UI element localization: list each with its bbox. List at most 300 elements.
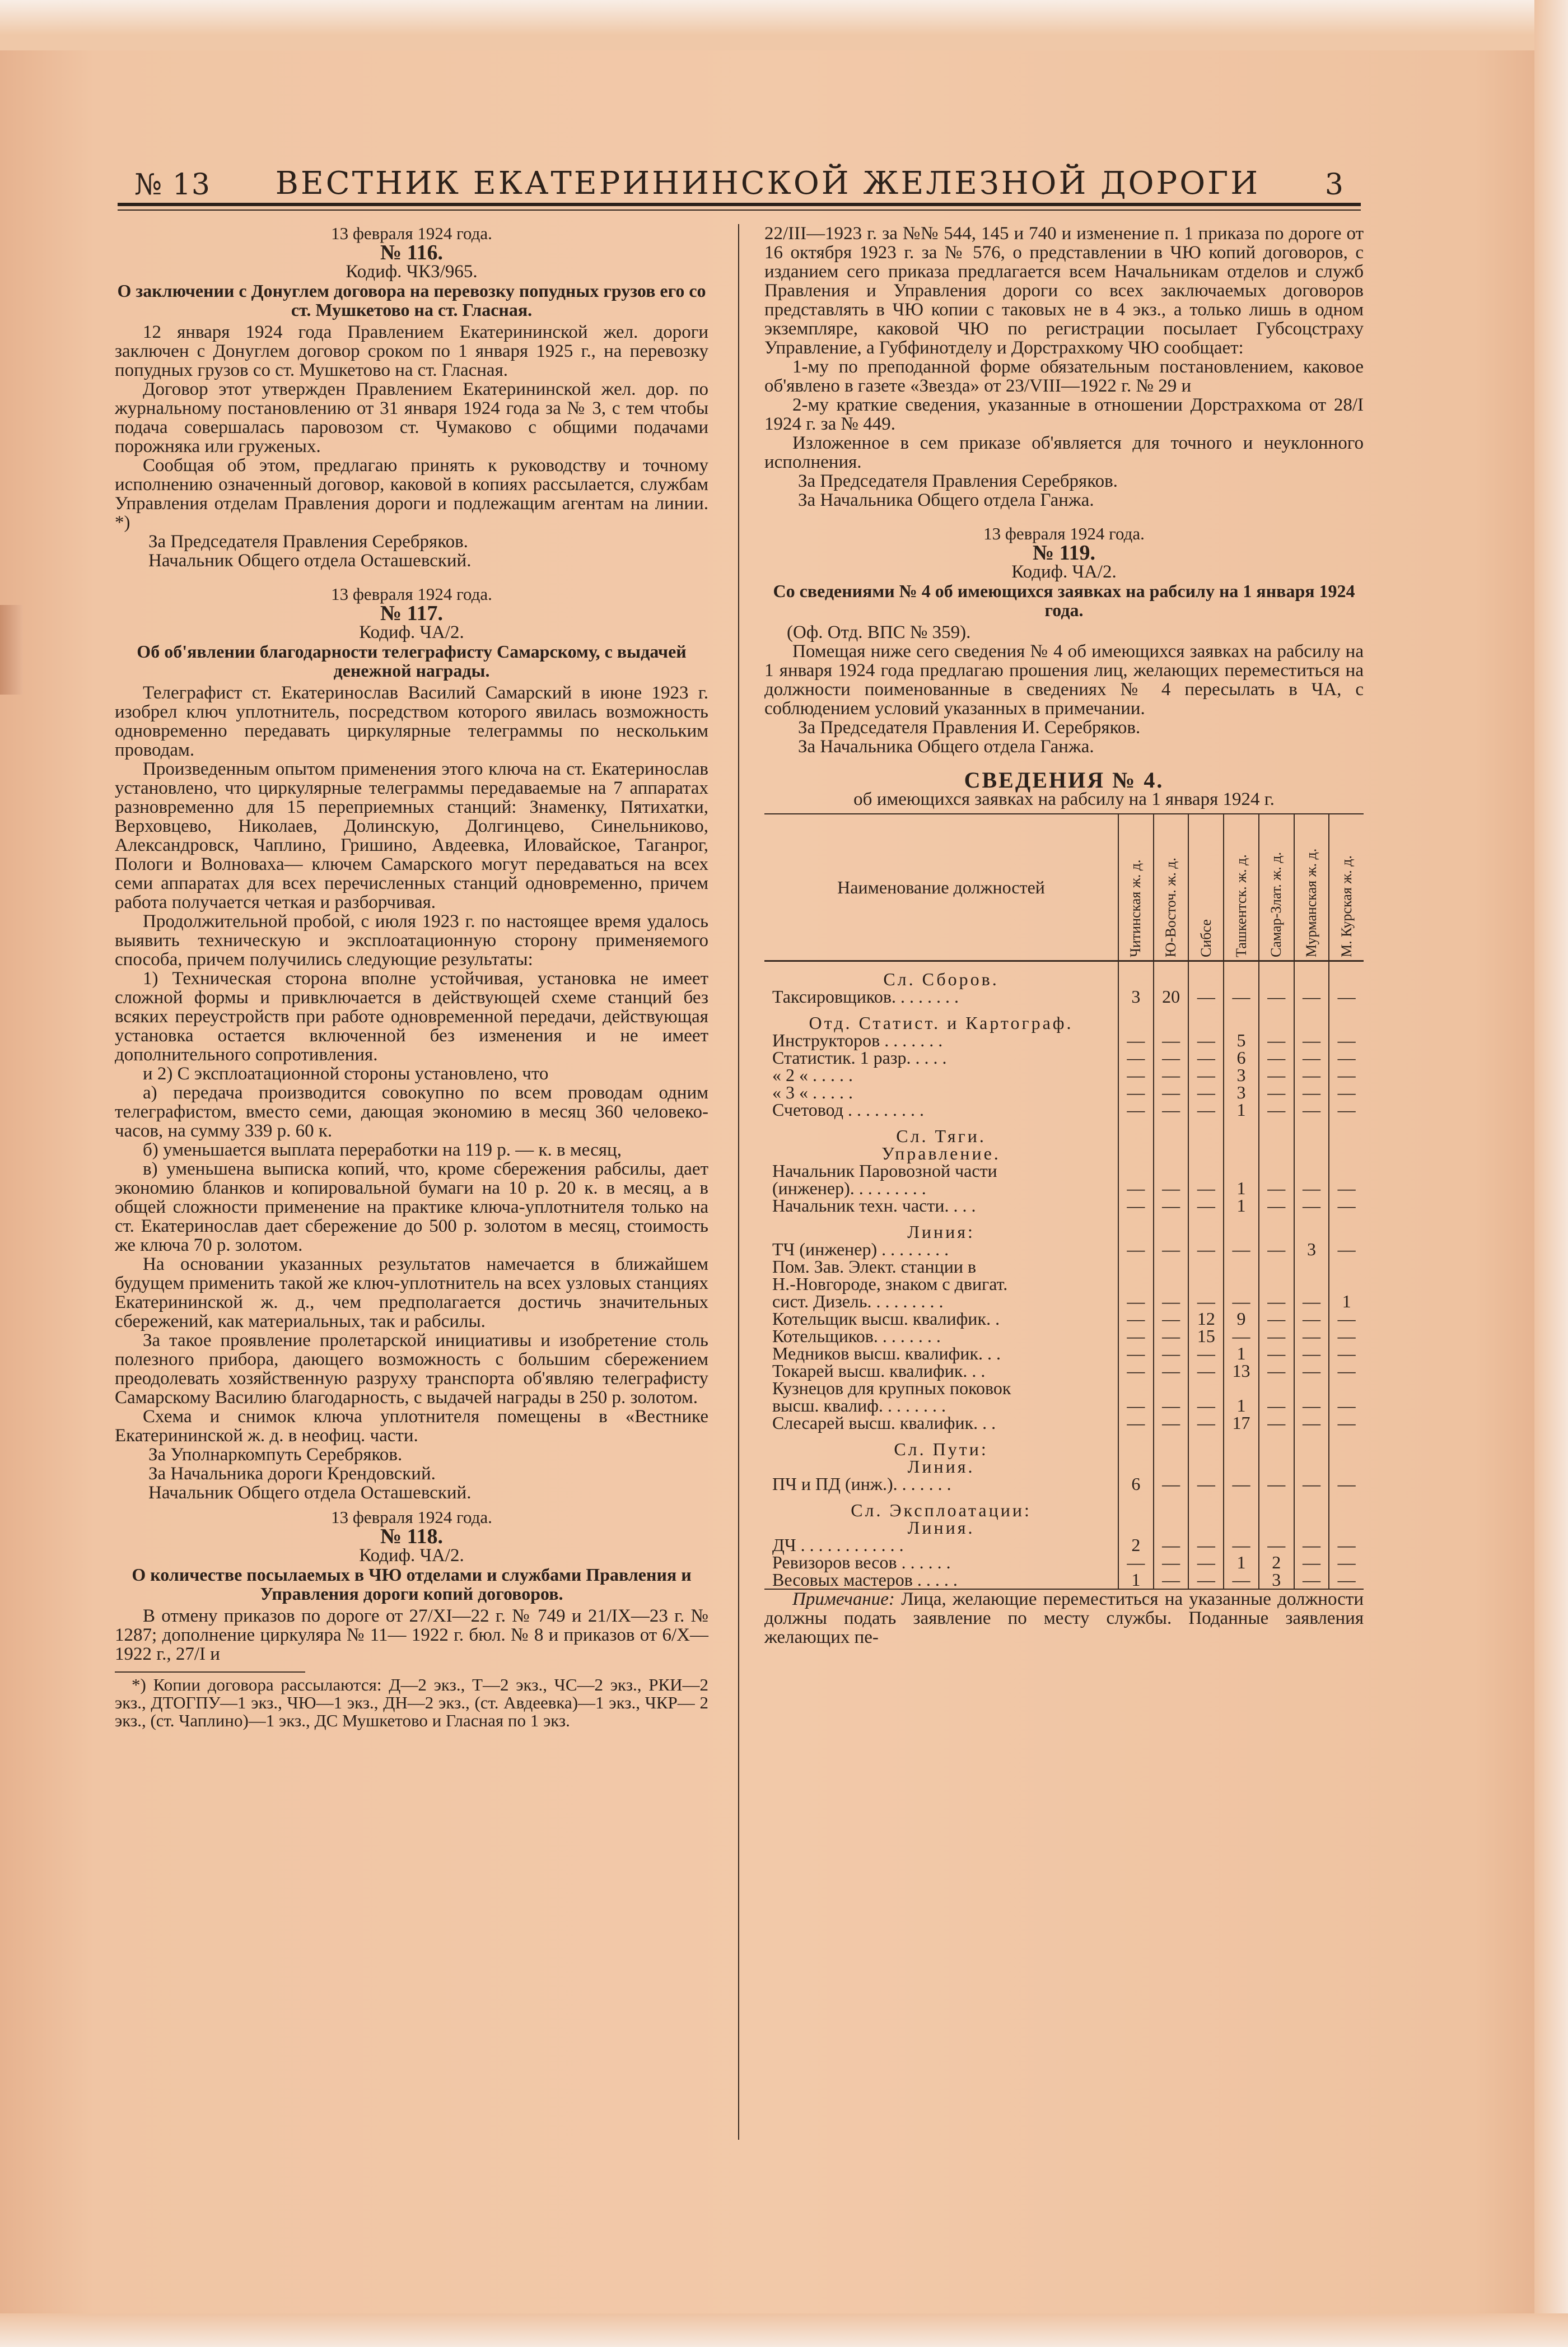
table-section-label: Сл. Сборов. [883,969,999,989]
table-cell: — [1118,1397,1154,1414]
table-row [764,1414,1364,1432]
table-cell [1188,1258,1224,1275]
table-cell: — [1188,1345,1224,1362]
table-cell: — [1224,1475,1259,1493]
table-title: СВЕДЕНИЯ № 4. [964,767,1164,793]
table-cell [1329,1145,1364,1162]
column-header-label: М. Курская ж. д. [1338,855,1355,957]
table-cell [1294,1493,1329,1519]
table-cell: — [1294,1328,1329,1345]
table-cell: — [1224,988,1259,1005]
right-column [764,224,1364,1647]
table-cell: — [1118,1328,1154,1345]
table-cell [1224,1432,1259,1458]
table-row [764,1571,1364,1589]
table-cell: — [1259,1414,1294,1432]
table-cell: — [1118,1101,1154,1119]
table-cell [1224,1275,1259,1293]
table-cell: 2 [1259,1554,1294,1571]
table-cell [1154,1214,1189,1241]
table-cell [1154,1005,1189,1032]
column-header-railway [1294,814,1329,961]
table-cell [1154,1432,1189,1458]
table-cell: — [1294,1536,1329,1554]
column-header-railway [1118,814,1154,961]
table-note-text: Лица, желающие переместиться на указанные должности должны подать заявление по месту службы. Поданные заявления желающих пе- [764,1589,1364,1647]
table-section-row [764,1005,1364,1032]
table-cell: — [1329,1397,1364,1414]
table-cell: — [1329,1536,1364,1554]
table-cell: — [1329,1101,1364,1119]
table-cell [1224,1145,1259,1162]
table-cell: — [1154,1049,1189,1067]
order-117-paragraph: в) уменьшена выписка копий, что, кроме сбережения рабсилы, дает экономию бланков и копировальной бумаги на 10 р. 20 к. в месяц, а в общей сложности применение на практике ключа-уплотнителя только на ст. Екатеринослав дает сбережение до 500 р. золотом в месяц, стоимость же ключа 70 р. золотом. [115,1159,708,1255]
order-117-heading: Об об'явлении благодарности телеграфисту Самарскому, с выдачей денежной награды. [137,641,687,681]
table-cell: — [1154,1241,1189,1258]
table-cell [1259,1119,1294,1145]
table-cell: — [1154,1293,1189,1310]
order-117-paragraph: На основании указанных результатов намечается в ближайшем будущем применить такой же ключ-уплотнитель на всех узловых станциях Екатерининской ж. д., чем предполагается достичь значительных сбережений, как материальных, так и рабсилы. [115,1254,708,1331]
table-cell [1224,1380,1259,1397]
table-row [764,1032,1364,1049]
table-row [764,1536,1364,1554]
row-position-name: Котельщиков. . . . . . . . [772,1326,941,1346]
table-cell [1259,1458,1294,1475]
order-119-date: 13 февраля 1924 года. [983,524,1145,543]
table-cell: — [1259,1032,1294,1049]
order-117-signature: Начальник Общего отдела Осташевский. [148,1483,472,1503]
table-cell: — [1259,1310,1294,1328]
order-116-kodif: Кодиф. ЧКЗ/965. [346,262,478,282]
table-cell: — [1154,1475,1189,1493]
order-117-paragraph: 1) Техническая сторона вполне устойчивая, установка не имеет сложной формы и привключается в действующей схеме станций без всяких переустройств при работе одновременной передачи, действующая установка остается включенной без изменения и не имеет дополнительного сопротивления. [115,968,708,1065]
table-cell: — [1154,1554,1189,1571]
table-cell: 13 [1224,1362,1259,1380]
order-118-date: 13 февраля 1924 года. [331,1507,492,1527]
table-cell: — [1154,1101,1189,1119]
vacancy-table [764,813,1364,1590]
table-cell [1224,1005,1259,1032]
table-row [764,1049,1364,1067]
table-cell [1294,1432,1329,1458]
table-cell [1154,1258,1189,1275]
table-cell: — [1118,1197,1154,1214]
page-number: 3 [1324,168,1344,202]
table-cell: — [1294,1475,1329,1493]
table-cell: 1 [1224,1554,1259,1571]
page-right-edge [1534,0,1568,2347]
table-cell: — [1294,1180,1329,1197]
order-117-number: № 117. [380,602,444,625]
table-cell: — [1294,1310,1329,1328]
table-cell [1294,1005,1329,1032]
order-119-signature: За Начальника Общего отдела Ганжа. [798,737,1094,757]
table-row [764,1554,1364,1571]
table-cell [1259,1275,1294,1293]
table-cell [1118,1214,1154,1241]
table-cell: — [1154,1310,1189,1328]
order-116-signature: Начальник Общего отдела Осташевский. [148,551,472,571]
table-cell: — [1329,1571,1364,1589]
table-cell [1294,1519,1329,1536]
table-cell: — [1188,1554,1224,1571]
table-cell [1118,1005,1154,1032]
table-row [764,988,1364,1005]
table-cell [1294,1380,1329,1397]
table-cell [1329,1214,1364,1241]
table-cell: — [1188,1414,1224,1432]
table-cell: — [1259,1197,1294,1214]
newspaper-title: ВЕСТНИК ЕКАТЕРИНИНСКОЙ ЖЕЛЕЗНОЙ ДОРОГИ [275,165,1261,202]
row-position-name: высш. квалиф. . . . . . . . [772,1395,946,1415]
table-subsection-label: Линия. [907,1456,975,1477]
table-cell: — [1188,1241,1224,1258]
order-119-paragraph: Помещая ниже сего сведения № 4 об имеющихся заявках на рабсилу на 1 января 1924 года предлагаю прошения лиц, желающих переместиться на должности поименованные в сведениях № 4 пересылать в ЧА, с соблюдением условий указанных в примечании. [764,641,1364,719]
row-position-name: Таксировщиков. . . . . . . . [772,986,959,1007]
row-position-name: сист. Дизель. . . . . . . . . [772,1291,944,1311]
order-118-paragraph: В отмену приказов по дороге от 27/XI—22 г. № 749 и 21/IX—23 г. № 1287; дополнение циркуляра № 11— 1922 г. бюл. № 8 и приказов от 6/X—1922 г., 27/I и [115,1606,708,1664]
table-subsection-label: Управление. [881,1143,1001,1163]
table-cell: — [1259,1328,1294,1345]
table-section-label: Сл. Пути: [894,1439,988,1459]
order-119-heading: Со сведениями № 4 об имеющихся заявках на рабсилу на 1 января 1924 года. [773,581,1355,620]
column-header-name: Наименование должностей [764,814,1118,961]
order-116-heading: О заключении с Донуглем договора на перевозку попудных грузов его со ст. Мушкетово на ст. Гласная. [117,281,706,320]
table-section-row [764,1162,1364,1180]
table-cell: — [1154,1067,1189,1084]
table-row [764,1293,1364,1310]
table-cell: 1 [1224,1101,1259,1119]
table-cell: — [1294,1414,1329,1432]
table-row [764,1345,1364,1362]
table-cell: — [1329,1345,1364,1362]
table-cell: 1 [1224,1345,1259,1362]
table-cell: — [1329,1084,1364,1101]
table-cell [1259,1380,1294,1397]
table-cell [1118,1432,1154,1458]
column-header-railway [1154,814,1189,961]
table-section-row [764,1380,1364,1397]
column-header-label: Мурманская ж. д. [1303,848,1319,957]
table-cell [1259,1258,1294,1275]
table-cell [1154,1519,1189,1536]
table-cell [1329,1458,1364,1475]
table-cell: 20 [1154,988,1189,1005]
table-cell [1188,1145,1224,1162]
table-cell [1259,1145,1294,1162]
order-117-paragraph: а) передача производится совокупно по всем проводам одним телеграфистом, вместо семи, дающая экономию в месяц 360 человеко-часов, на сумму 339 р. 60 к. [115,1083,708,1141]
column-header-label: Ташкентск. ж. д. [1233,854,1249,957]
table-cell: — [1329,1554,1364,1571]
table-cell: — [1329,1067,1364,1084]
table-section-row [764,1458,1364,1475]
table-cell [1259,1493,1294,1519]
table-cell: — [1224,1328,1259,1345]
table-cell [1329,1119,1364,1145]
row-position-name: Токарей высш. квалифик. . . [772,1361,986,1381]
table-cell: — [1224,1241,1259,1258]
table-cell [1118,1493,1154,1519]
table-cell: — [1329,1197,1364,1214]
table-note-label: Примечание: [792,1589,895,1609]
order-119-signature: За Председателя Правления И. Серебряков. [798,718,1141,738]
header-rule-thin [118,209,1361,211]
table-cell [1259,1162,1294,1180]
table-cell: — [1329,1180,1364,1197]
table-cell: — [1259,1101,1294,1119]
footnote-text: *) Копии договора рассылаются: Д—2 экз., Т—2 экз., ЧС—2 экз., РКИ—2 экз., ДТОГПУ—1 экз., ЧЮ—1 экз., ДН—2 экз., (ст. Авдеевка)—1 экз., ЧКР— 2 экз., (ст. Чаплино)—1 экз., ДС Мушкетово и Гласная по 1 экз. [115,1675,708,1730]
table-cell [1329,1162,1364,1180]
table-cell: — [1259,1362,1294,1380]
table-cell [1154,1145,1189,1162]
column-header-label: Читинская ж. д. [1127,859,1144,957]
table-cell: — [1154,1362,1189,1380]
table-cell: — [1294,1032,1329,1049]
table-cell [1118,1162,1154,1180]
row-position-name: Кузнецов для крупных поковок [772,1378,1011,1398]
table-cell: 3 [1224,1084,1259,1101]
table-cell [1329,1380,1364,1397]
table-cell [1224,1519,1259,1536]
table-cell: — [1154,1414,1189,1432]
table-cell [1154,1119,1189,1145]
table-row [764,1067,1364,1084]
table-cell [1294,1258,1329,1275]
row-position-name: « 2 « . . . . . [772,1065,853,1085]
order-117-paragraph: Телеграфист ст. Екатеринослав Василий Самарский в июне 1923 г. изобрел ключ уплотнитель, посредством которого явилась возможность одновременно передавать циркулярные телеграммы по нескольким проводам. [115,683,708,760]
table-cell [1294,1162,1329,1180]
order-117-paragraph: Продолжительной пробой, с июля 1923 г. по настоящее время удалось выявить техническую и эксплоатационную сторону применяемого способа, причем получились следующие результаты: [115,911,708,970]
table-section-row [764,1519,1364,1536]
table-cell [1118,1119,1154,1145]
table-cell: — [1259,1475,1294,1493]
table-cell: 17 [1224,1414,1259,1432]
page-bottom-edge [0,2313,1568,2347]
table-cell: — [1118,1362,1154,1380]
table-cell: — [1118,1180,1154,1197]
table-cell [1224,1214,1259,1241]
table-cell: — [1294,1397,1329,1414]
table-cell: — [1118,1032,1154,1049]
table-cell: — [1188,1180,1224,1197]
table-cell: — [1294,1101,1329,1119]
table-cell [1154,1380,1189,1397]
table-section-row [764,1432,1364,1458]
table-cell: — [1188,1475,1224,1493]
row-position-name: ДЧ . . . . . . . . . . . . [772,1535,904,1555]
table-cell: — [1329,1362,1364,1380]
footnote [115,1676,708,1730]
left-column [115,224,708,1730]
table-cell [1118,1519,1154,1536]
order-117-signature: За Уполнаркомпуть Серебряков. [148,1445,403,1465]
column-header-railway [1259,814,1294,961]
column-header-label: Самар-Злат. ж. д. [1268,852,1285,957]
order-117-kodif: Кодиф. ЧА/2. [359,622,464,642]
row-position-name: Инструкторов . . . . . . . [772,1030,943,1050]
table-cell [1188,1432,1224,1458]
order-118-heading: О количестве посылаемых в ЧЮ отделами и службами Правления и Управления дороги копий договоров. [132,1564,692,1604]
table-cell [1294,1275,1329,1293]
table-cell: — [1118,1241,1154,1258]
order-116-date: 13 февраля 1924 года. [331,223,492,243]
row-position-name: ПЧ и ПД (инж.). . . . . . . [772,1474,951,1494]
table-cell [1294,1214,1329,1241]
table-cell: 1 [1224,1197,1259,1214]
table-subsection-label: Линия. [907,1517,975,1538]
table-cell: 1 [1224,1180,1259,1197]
order-116-signature: За Председателя Правления Серебряков. [148,532,468,552]
table-row [764,1084,1364,1101]
table-cell [1224,961,1259,989]
table-section-row [764,961,1364,989]
table-cell: — [1259,1397,1294,1414]
row-position-name: Медников высш. квалифик. . . [772,1343,1001,1363]
table-cell: — [1294,1554,1329,1571]
table-cell: 15 [1188,1328,1224,1345]
row-position-name: Начальник техн. части. . . . [772,1195,976,1216]
table-cell: 1 [1329,1293,1364,1310]
table-cell [1329,961,1364,989]
table-cell [1329,1258,1364,1275]
table-cell: — [1188,1362,1224,1380]
row-position-name: Счетовод . . . . . . . . . [772,1100,925,1120]
table-cell [1188,1493,1224,1519]
table-cell: — [1294,1345,1329,1362]
table-row [764,1362,1364,1380]
table-cell: — [1118,1345,1154,1362]
table-cell [1154,1162,1189,1180]
table-cell: — [1188,1032,1224,1049]
table-cell: — [1259,1241,1294,1258]
table-cell: 3 [1118,988,1154,1005]
table-cell [1259,1214,1294,1241]
table-cell: — [1329,1032,1364,1049]
table-cell [1118,1275,1154,1293]
table-cell: — [1329,1475,1364,1493]
table-cell: — [1154,1345,1189,1362]
column-header-railway [1224,814,1259,961]
table-row [764,1197,1364,1214]
table-subtitle: об имеющихся заявках на рабсилу на 1 января 1924 г. [853,789,1275,809]
table-cell: — [1188,1293,1224,1310]
table-cell: — [1259,1067,1294,1084]
table-cell: 3 [1259,1571,1294,1589]
table-cell [1188,1214,1224,1241]
table-cell: — [1188,1397,1224,1414]
table-cell: — [1329,1049,1364,1067]
table-cell: — [1259,1049,1294,1067]
table-cell [1188,1275,1224,1293]
table-cell [1188,1119,1224,1145]
table-cell [1224,1493,1259,1519]
table-cell [1154,1458,1189,1475]
row-position-name: Весовых мастеров . . . . . [764,1571,1118,1589]
table-row [764,1310,1364,1328]
table-cell: — [1118,1049,1154,1067]
table-note [764,1590,1364,1647]
page-top-edge [0,0,1568,50]
order-117-paragraph: и 2) С эксплоатационной стороны установлено, что [143,1064,549,1084]
table-cell [1329,1519,1364,1536]
table-cell: — [1259,1536,1294,1554]
order-116-paragraph: Договор этот утвержден Правлением Екатерининской жел. дор. по журнальному постановлению от 31 января 1924 года за № 3, с тем чтобы подача совершалась паровозом ст. Чумаково с общими подачами порожняка или груженых. [115,379,708,457]
order-116-number: № 116. [380,241,444,264]
row-position-name: Пом. Зав. Элект. станции в [772,1256,977,1277]
order-117-paragraph: б) уменьшается выплата переработки на 119 р. — к. в месяц, [143,1140,622,1160]
column-header-railway [1188,814,1224,961]
order-118-kodif: Кодиф. ЧА/2. [359,1545,464,1566]
table-cell: — [1259,1293,1294,1310]
column-header-railway [1329,814,1364,961]
page-header [134,157,1344,202]
table-cell: — [1188,1067,1224,1084]
order-119-kodif: Кодиф. ЧА/2. [1011,562,1117,582]
table-cell [1118,1258,1154,1275]
table-cell: — [1118,1067,1154,1084]
table-cell: — [1259,1180,1294,1197]
table-cell: — [1294,1067,1329,1084]
table-cell [1294,1145,1329,1162]
row-position-name: ТЧ (инженер) . . . . . . . . [772,1239,949,1259]
table-cell [1188,1519,1224,1536]
table-cell [1294,1458,1329,1475]
table-section-row [764,1145,1364,1162]
table-section-label: Сл. Эксплоатации: [851,1500,1032,1520]
table-cell: 1 [1224,1397,1259,1414]
table-cell [1188,1458,1224,1475]
order-116-paragraph: 12 января 1924 года Правлением Екатерининской жел. дороги заключен с Донуглем договор сроком по 1 января 1925 г., на перевозку попудных грузов со ст. Мушкетово на ст. Гласная. [115,322,708,380]
table-cell: 6 [1118,1475,1154,1493]
table-cell: 12 [1188,1310,1224,1328]
table-cell [1294,961,1329,989]
row-position-name: Статистик. 1 разр. . . . . [772,1047,947,1068]
table-cell [1118,1458,1154,1475]
order-118-paragraph: 1-му по преподанной форме обязательным постановлением, каковое об'явлено в газете «Звезда» от 23/VIII—1922 г. № 29 и [764,357,1364,396]
table-cell: — [1118,1084,1154,1101]
table-row [764,1180,1364,1197]
order-117-paragraph: Схема и снимок ключа уплотнителя помещены в «Вестнике Екатерининской ж. д. в неофиц. части. [115,1407,708,1446]
table-cell [1329,1005,1364,1032]
column-divider [738,224,739,2140]
order-116-paragraph: Сообщая об этом, предлагаю принять к руководству и точному исполнению означенный договор, каковой в копиях рассылается, службам Управления отделам Правления дороги и подлежащим агентам на линии. *) [115,455,708,533]
table-cell [1294,1119,1329,1145]
table-section-row [764,1258,1364,1275]
table-cell: — [1188,1571,1224,1589]
table-cell [1118,1145,1154,1162]
table-cell: — [1259,1345,1294,1362]
table-cell: — [1154,1180,1189,1197]
table-cell: 2 [1118,1536,1154,1554]
table-cell: — [1188,1197,1224,1214]
row-position-name: Котельщик высш. квалифик. . [772,1308,1000,1329]
table-cell [1329,1275,1364,1293]
table-row [764,1328,1364,1345]
table-cell: — [1154,1328,1189,1345]
table-cell [1224,1258,1259,1275]
table-cell: — [1329,1328,1364,1345]
table-cell: 3 [1294,1241,1329,1258]
table-row [764,1475,1364,1493]
table-cell [1259,1519,1294,1536]
table-cell: 3 [1224,1067,1259,1084]
column-header-label: Ю-Восточ. ж. д. [1163,857,1179,957]
table-cell: — [1154,1197,1189,1214]
table-cell: — [1188,1049,1224,1067]
table-cell: — [1154,1536,1189,1554]
table-cell: 5 [1224,1032,1259,1049]
table-cell: — [1329,1310,1364,1328]
